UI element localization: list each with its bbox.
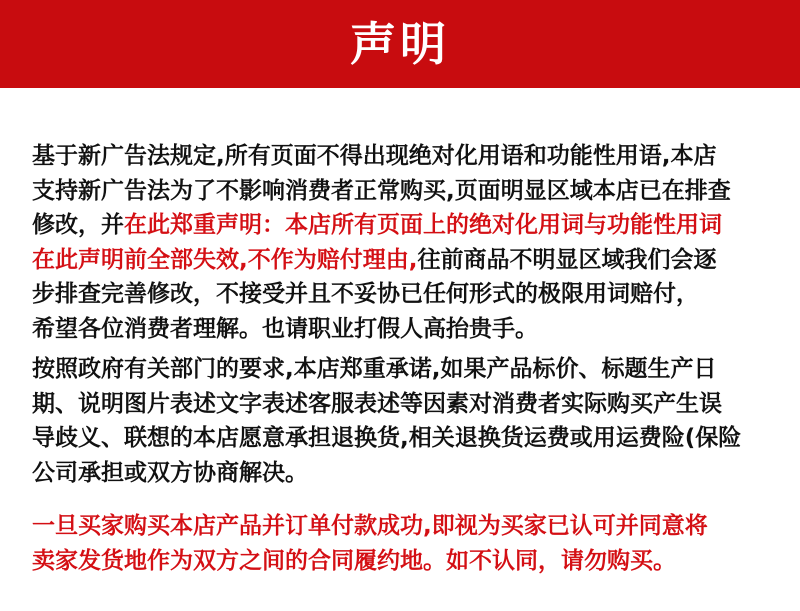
text-line: 按照政府有关部门的要求,本店郑重承诺,如果产品标价、标题生产日 [32,356,717,382]
page-title: 声明 [350,17,450,71]
highlight-line: 一旦买家购买本店产品并订单付款成功,即视为买家已认可并同意将 [32,513,708,539]
text-line: 希望各位消费者理解。也请职业打假人高抬贵手。 [32,315,538,342]
text-line-mixed [32,208,777,243]
text-line-mixed [32,243,777,278]
highlight-segment: 在此郑重声明：本店所有页面上的绝对化用词与功能性用词 [124,212,722,238]
statement-body [32,139,777,578]
text-line: 步排查完善修改，不接受并且不妥协已任何形式的极限用词赔付， [32,281,699,307]
text-segment: 修改，并 [32,212,124,238]
paragraph-contract-place [32,509,777,578]
text-segment: 往前商品不明显区域我们会逐 [417,246,717,273]
paragraph-spacer [32,490,777,509]
paragraph-commitment [32,352,777,490]
highlight-segment: 在此声明前全部失效,不作为赔付理由, [32,246,418,273]
highlight-line: 卖家发货地作为双方之间的合同履约地。如不认同，请勿购买。 [32,547,676,574]
text-line: 基于新广告法规定,所有页面不得出现绝对化用语和功能性用语,本店 [32,143,717,169]
header-banner [0,0,800,88]
text-line: 期、说明图片表述文字表述客服表述等因素对消费者实际购买产生误 [32,390,722,417]
text-line: 导歧义、联想的本店愿意承担退换货,相关退换货运费或用运费险(保险 [32,425,742,451]
paragraph-ad-law [32,139,777,346]
text-line: 支持新广告法为了不影响消费者正常购买,页面明显区域本店已在排查 [32,177,731,204]
text-line: 公司承担或双方协商解决。 [32,459,308,486]
